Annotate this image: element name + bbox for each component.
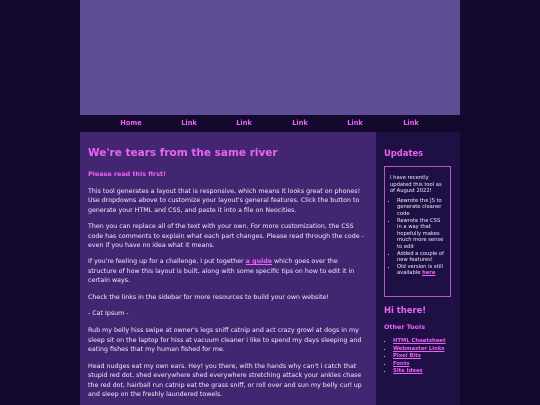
guide-text-after: which goes over the structure of how this layout is built, along with some specific tips on how to edit it in certain ways. xyxy=(88,258,355,285)
main-title: We're tears from the same river xyxy=(88,147,278,159)
tool-link-site-ideas[interactable]: Site Ideas xyxy=(393,368,423,375)
old-version-link[interactable]: here xyxy=(422,270,436,277)
tools-list xyxy=(386,338,446,376)
updates-heading: Updates xyxy=(384,148,424,158)
top-nav xyxy=(80,115,460,132)
nav-home-link[interactable]: Home xyxy=(120,119,142,127)
updates-item: • Rewrote the CSS in a way that hopefully makes much more sense to edit xyxy=(397,218,446,251)
header-banner xyxy=(80,0,460,115)
nav-link-4[interactable]: Link xyxy=(347,119,363,127)
page-container xyxy=(80,0,460,405)
tool-link-html-cheatsheet[interactable]: HTML Cheatsheet xyxy=(393,338,446,344)
sidebar xyxy=(376,132,460,405)
tools-list-item xyxy=(393,346,446,354)
ipsum-paragraph-1: Rub my belly hiss swipe at owner's legs sniff catnip and act crazy growl at dogs in my sleep sit on the laptop for hiss at vacuum cleaner i like to spend my days sleeping and eating fishes that my human fished for me. xyxy=(88,327,362,354)
updates-list xyxy=(390,198,446,277)
tools-list-item xyxy=(393,353,446,361)
sidebar-hint-paragraph: Check the links in the sidebar for more resources to build your own website! xyxy=(88,293,329,301)
updates-intro: I have recently updated this tool as of August 2022! xyxy=(390,175,442,195)
greeting-heading: Hi there! xyxy=(384,305,427,315)
main-subtitle: Please read this first! xyxy=(88,170,166,178)
updates-item-old-version xyxy=(397,264,446,277)
updates-item: • Added a couple of new features! xyxy=(397,251,446,264)
nav-link-1[interactable]: Link xyxy=(181,119,197,127)
old-version-text: Old version is still available xyxy=(397,263,443,277)
tools-list-item xyxy=(393,368,446,376)
guide-link[interactable]: a guide xyxy=(245,258,273,266)
nav-link-2[interactable]: Link xyxy=(236,119,252,127)
main-content xyxy=(80,132,376,405)
updates-item: • Rewrote the JS to generate cleaner code xyxy=(397,198,446,218)
updates-box xyxy=(384,166,451,297)
guide-text-before: If you're feeling up for a challenge, I put together xyxy=(88,258,246,266)
customize-paragraph: Then you can replace all of the text with your own. For more customization, the CSS code has comments to explain what each part changes. Please read through the code - even if you have no idea what it means. xyxy=(88,223,364,250)
nav-link-5[interactable]: Link xyxy=(403,119,419,127)
tools-list-item xyxy=(393,338,446,346)
cat-ipsum-heading: - Cat Ipsum - xyxy=(88,310,129,318)
tool-link-webmaster-links[interactable]: Webmaster Links xyxy=(393,345,445,352)
tool-link-pixel-bits[interactable]: Pixel Bits xyxy=(393,353,421,360)
nav-link-3[interactable]: Link xyxy=(292,119,308,127)
guide-paragraph xyxy=(88,257,368,285)
other-tools-heading: Other Tools xyxy=(384,323,426,331)
tool-link-fonts[interactable]: Fonts xyxy=(393,360,410,367)
ipsum-paragraph-2: Head nudges eat my own ears. Hey! you there, with the hands why can't i catch that stupid red dot, shed everywhere shed everywhere stretching attack your ankles chase the red dot, hairball run catnip eat the grass sniff, or roll over and sun my belly curl up and sleep on the freshly laundered towels. xyxy=(88,362,362,398)
intro-paragraph: This tool generates a layout that is responsive, which means it looks great on phones! Use dropdowns above to customize your layout's general features. Click the button to generate your HTML and CSS, and paste it into a file on Neocities. xyxy=(88,188,361,214)
tools-list-item xyxy=(393,361,446,369)
